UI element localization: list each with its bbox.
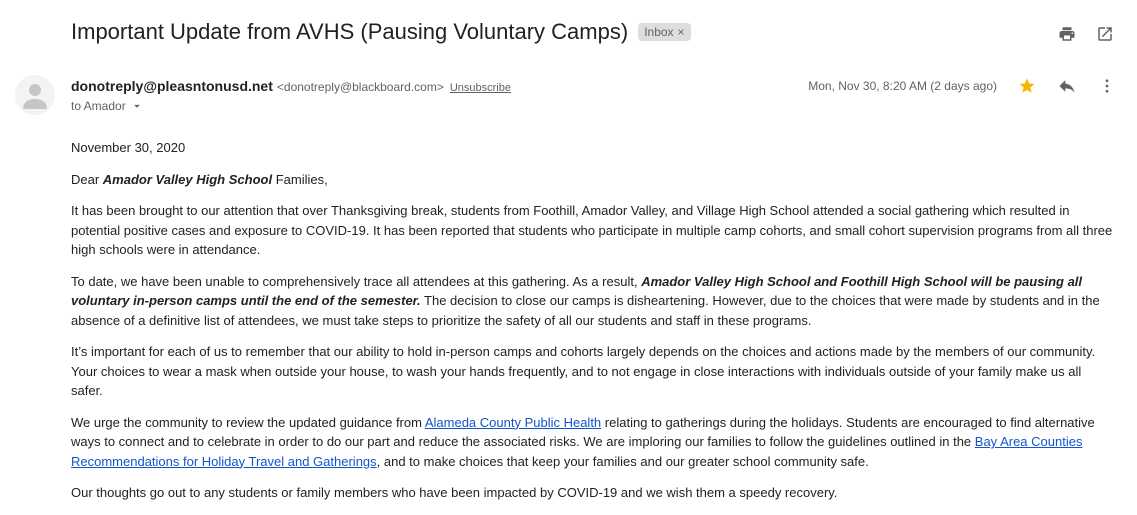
inbox-label-text: Inbox xyxy=(644,25,674,39)
print-icon[interactable] xyxy=(1057,24,1077,44)
paragraph-4 xyxy=(71,413,1116,472)
bay-area-guidelines-link[interactable]: Bay Area Counties Recommendations for Holiday Travel and Gatherings xyxy=(71,434,1083,469)
open-in-new-window-icon[interactable] xyxy=(1095,24,1115,44)
paragraph-2-pre: To date, we have been unable to comprehensively trace all attendees at this gathering. As a result, xyxy=(71,273,642,289)
alameda-health-link[interactable]: Alameda County Public Health xyxy=(424,414,602,430)
paragraph-3: It’s important for each of us to remember that our ability to hold in-person camps and cohorts largely depends on the choices and actions made by the members of our community. Your choices to wear a mask when outside your house, to wash your hands frequently, and to not engage in close interactions with individuals outside of your family make us all safer. xyxy=(71,344,1096,398)
unsubscribe-link[interactable]: Unsubscribe xyxy=(449,82,511,94)
reply-icon[interactable] xyxy=(1057,76,1077,96)
paragraph-4-pre: We urge the community to review the updated guidance from xyxy=(71,414,425,430)
more-vertical-icon[interactable] xyxy=(1097,76,1117,96)
sender-avatar[interactable] xyxy=(15,75,55,115)
paragraph-2 xyxy=(71,272,1116,331)
remove-label-button[interactable]: × xyxy=(677,25,685,39)
top-toolbar xyxy=(1057,24,1115,44)
recipients-dropdown[interactable] xyxy=(71,99,144,113)
paragraph-5: Our thoughts go out to any students or family members who have been impacted by COVID-19 and we wish them a speedy recovery. xyxy=(71,485,838,500)
default-avatar-icon xyxy=(15,75,55,115)
message-actions xyxy=(1017,76,1117,96)
greeting xyxy=(71,170,1116,190)
chevron-down-icon xyxy=(130,99,144,113)
subject-row xyxy=(71,19,691,45)
star-icon[interactable] xyxy=(1017,76,1037,96)
greeting-post: Families, xyxy=(272,171,328,187)
paragraph-2-post: The decision to close our camps is disheartening. However, due to the choices that were made by students and in the absence of a definitive list of attendees, we must take steps to prioritize the safety of all our students and staff in these programs. xyxy=(71,293,1100,328)
greeting-pre: Dear xyxy=(71,171,103,187)
email-subject: Important Update from AVHS (Pausing Voluntary Camps) xyxy=(71,19,629,44)
paragraph-4-mid: relating to gatherings during the holidays. Students are encouraged to find alternative ways to connect and to celebrate in order to do our part and reduce the associated risks. We are imploring our families to follow the guidelines outlined in the xyxy=(71,414,1095,449)
recipients-text: to Amador xyxy=(71,99,126,113)
inbox-label-badge xyxy=(638,23,690,41)
paragraph-4-post: , and to make choices that keep your families and our greater school community safe. xyxy=(376,453,869,469)
paragraph-2-bold: Amador Valley High School and Foothill High School will be pausing all voluntary in-person camps until the end of the semester. xyxy=(71,273,1083,308)
email-date: Mon, Nov 30, 8:20 AM (2 days ago) xyxy=(808,79,997,93)
paragraph-1: It has been brought to our attention that over Thanksgiving break, students from Foothill, Amador Valley, and Village High School attended a social gathering which resulted in potential positive cases and exposure to COVID-19. It has been reported that students who participate in multiple camp cohorts, and small cohort supervision programs from all three high schools were in attendance. xyxy=(71,203,1113,257)
sender-name[interactable]: donotreply@pleasntonusd.net xyxy=(71,78,273,94)
sender-email: <donotreply@blackboard.com> xyxy=(276,80,444,94)
greeting-school: Amador Valley High School xyxy=(102,171,273,187)
sender-row xyxy=(71,78,511,94)
email-body xyxy=(71,138,1116,515)
letter-date: November 30, 2020 xyxy=(71,140,186,155)
